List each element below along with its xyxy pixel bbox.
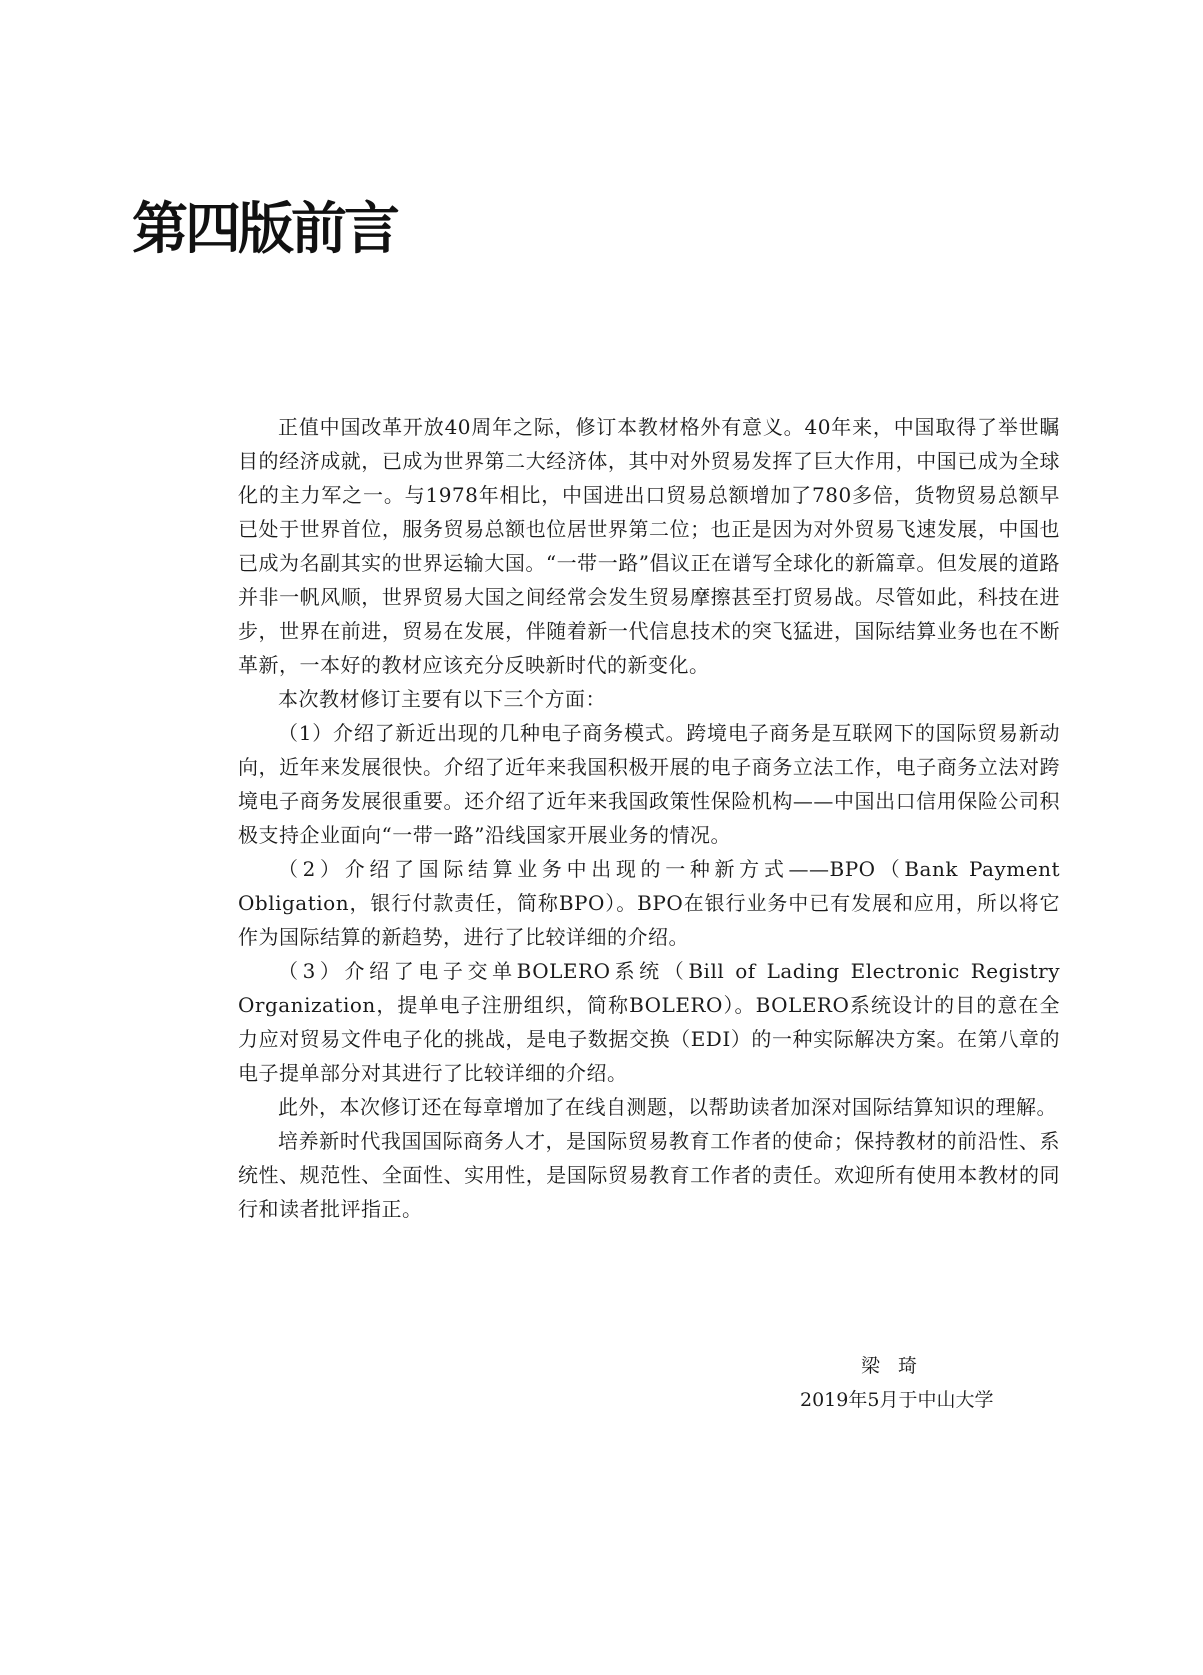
paragraph: （3）介绍了电子交单BOLERO系统（Bill of Lading Electronic Registry Organization，提单电子注册组织，简称BOLERO）。BOLERO系统设计的目的意在全力应对贸易文件电子化的挑战，是电子数据交换（EDI）的一种实际解决方案。在第八章的电子提单部分对其进行了比较详细的介绍。 (238, 959, 1060, 1085)
paragraph: 本次教材修订主要有以下三个方面： (278, 687, 606, 711)
paragraph: （1）介绍了新近出现的几种电子商务模式。跨境电子商务是互联网下的国际贸易新动向，近年来发展很快。介绍了近年来我国积极开展的电子商务立法工作，电子商务立法对跨境电子商务发展很重要。还介绍了近年来我国政策性保险机构——中国出口信用保险公司积极支持企业面向“一带一路”沿线国家开展业务的情况。 (238, 721, 1060, 847)
preface-body (238, 410, 1060, 1226)
paragraph: 培养新时代我国国际商务人才，是国际贸易教育工作者的使命；保持教材的前沿性、系统性、规范性、全面性、实用性，是国际贸易教育工作者的责任。欢迎所有使用本教材的同行和读者批评指正。 (238, 1129, 1060, 1221)
author-name: 梁琦 (861, 1355, 936, 1377)
paragraph: 正值中国改革开放40周年之际，修订本教材格外有意义。40年来，中国取得了举世瞩目的经济成就，已成为世界第二大经济体，其中对外贸易发挥了巨大作用，中国已成为全球化的主力军之一。与1978年相比，中国进出口贸易总额增加了780多倍，货物贸易总额早已处于世界首位，服务贸易总额也位居世界第二位；也正是因为对外贸易飞速发展，中国也已成为名副其实的世界运输大国。“一带一路”倡议正在谱写全球化的新篇章。但发展的道路并非一帆风顺，世界贸易大国之间经常会发生贸易摩擦甚至打贸易战。尽管如此，科技在进步，世界在前进，贸易在发展，伴随着新一代信息技术的突飞猛进，国际结算业务也在不断革新，一本好的教材应该充分反映新时代的新变化。 (238, 415, 1060, 677)
page-title: 第四版前言 (132, 197, 397, 262)
paragraph: （2）介绍了国际结算业务中出现的一种新方式——BPO（Bank Payment Obligation，银行付款责任，简称BPO）。BPO在银行业务中已有发展和应用，所以将它作为国际结算的新趋势，进行了比较详细的介绍。 (238, 857, 1060, 949)
paragraph: 此外，本次修订还在每章增加了在线自测题，以帮助读者加深对国际结算知识的理解。 (278, 1095, 1057, 1119)
date-place: 2019年5月于中山大学 (800, 1389, 994, 1411)
